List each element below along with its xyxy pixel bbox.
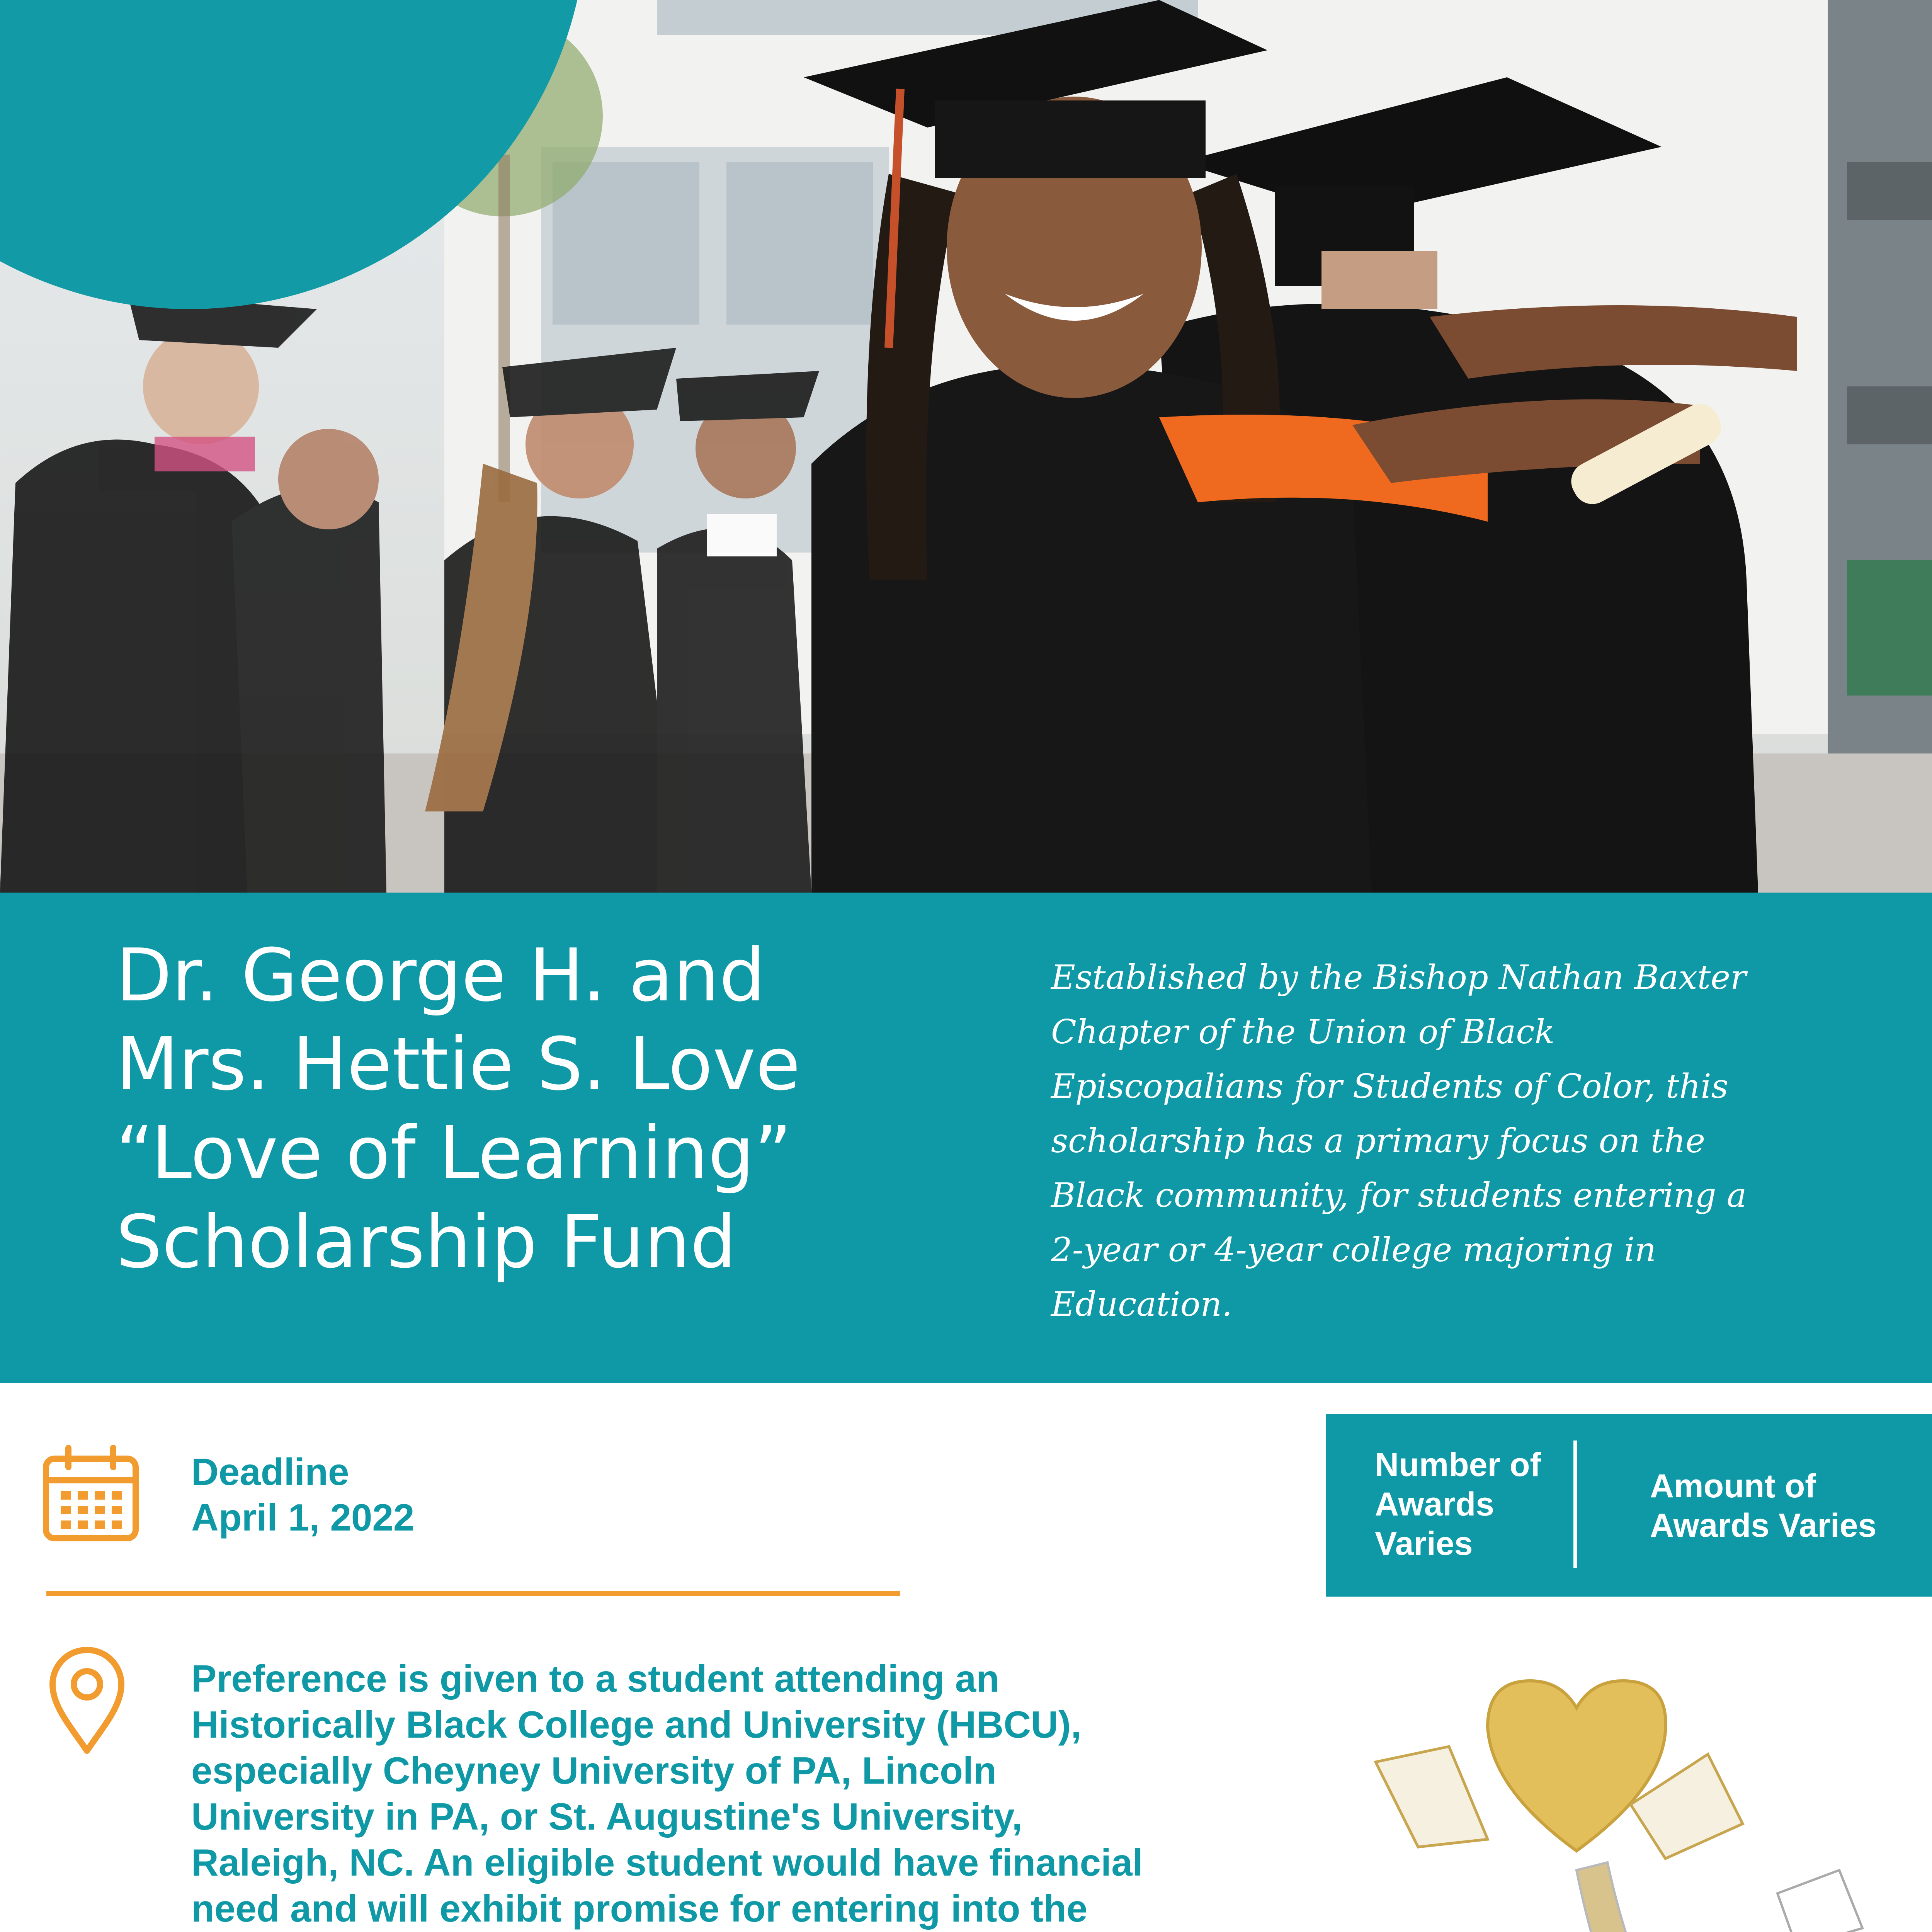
intro-line: Black community, for students entering a	[1051, 1176, 1747, 1215]
intro-line: Chapter of the Union of Black	[1051, 1013, 1555, 1051]
preference-line: Raleigh, NC. An eligible student would have financial	[191, 1841, 1143, 1884]
awards-number-line: Awards	[1375, 1486, 1495, 1523]
awards-number-line: Varies	[1375, 1525, 1473, 1562]
title-line: Scholarship Fund	[116, 1200, 736, 1284]
amount-of-awards	[1650, 1466, 1920, 1545]
scholarship-title	[116, 931, 966, 1287]
preference-line: University in PA, or St. Augustine's University,	[191, 1795, 1022, 1838]
awards-amount-line: Amount of	[1650, 1468, 1816, 1505]
title-line: Dr. George H. and	[116, 933, 765, 1018]
intro-line: Education.	[1051, 1285, 1233, 1324]
preference-line: Historically Black College and University (HBCU),	[191, 1703, 1082, 1746]
intro-line: Established by the Bishop Nathan Baxter	[1051, 958, 1747, 997]
number-of-awards	[1375, 1445, 1568, 1563]
awards-amount-line: Awards Varies	[1650, 1507, 1877, 1544]
title-line: Mrs. Hettie S. Love	[116, 1022, 801, 1107]
preference-line: need and will exhibit promise for entering into the	[191, 1887, 1088, 1930]
love-of-learning-logo	[1360, 1677, 1932, 1932]
scholarship-intro	[1051, 951, 1824, 1332]
title-line: “Love of Learning”	[116, 1111, 792, 1196]
divider	[46, 1591, 900, 1596]
map-pin-icon	[46, 1644, 128, 1756]
preference-text	[191, 1656, 1273, 1932]
awards-number-line: Number of	[1375, 1446, 1541, 1483]
deadline-date: April 1, 2022	[191, 1496, 415, 1539]
preference-line: Preference is given to a student attending an	[191, 1657, 1000, 1700]
calendar-icon	[41, 1443, 141, 1544]
intro-line: scholarship has a primary focus on the	[1051, 1122, 1705, 1160]
deadline-label: Deadline	[191, 1451, 349, 1493]
intro-line: Episcopalians for Students of Color, this	[1051, 1067, 1728, 1106]
preference-line: especially Cheyney University of PA, Lincoln	[191, 1749, 997, 1792]
intro-line: 2-year or 4-year college majoring in	[1051, 1231, 1656, 1269]
awards-divider	[1573, 1440, 1577, 1568]
